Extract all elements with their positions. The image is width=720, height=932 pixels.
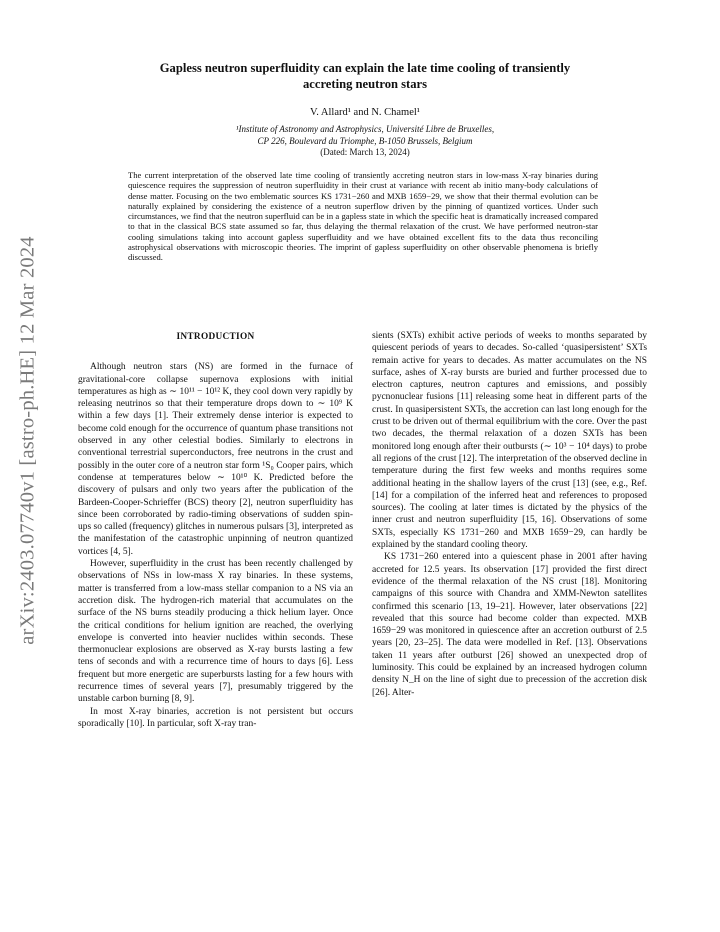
- right-column: [372, 330, 647, 699]
- paragraph: In most X-ray binaries, accretion is not persistent but occurs sporadically [10]. In particular, soft X-ray tran-: [78, 706, 353, 729]
- affiliation-block: [90, 124, 640, 159]
- left-column: [78, 331, 353, 730]
- paragraph: Although neutron stars (NS) are formed in the furnace of gravitational-core collapse supernova explosions with initial temperatures as high as ∼ 10¹¹ − 10¹² K, they cool down very rapidly by releasing neutrinos so that their temperature drops down to ∼ 10⁹ K within a few days [1]. Their extremely dense interior is expected to become cold enough for the occurrence of quantum phase transitions not observed in any other celestial bodies. Similarly to electrons in conventional terrestrial superconductors, free neutrons in the crust and possibly in the outer core of a neutron star form ¹S₀ Cooper pairs, which condense at temperatures below ∼ 10¹⁰ K. Predicted before the discovery of pulsars and only two years after the publication of the Bardeen-Cooper-Schrieffer (BCS) theory [2], neutron superfluidity has since been corroborated by radio-timing observations of sudden spin-ups so called (frequency) glitches in numerous pulsars [3], interpreted as the manifestation of the catastrophic unpinning of neutron quantized vortices [4, 5].: [78, 362, 353, 557]
- paragraph: KS 1731−260 entered into a quiescent phase in 2001 after having accreted for 12.5 years. Its observation [17] provided the first direct evidence of the thermal relaxation of the NS crust [18]. Monitoring campaigns of this source with Chandra and XMM-Newton satellites confirmed this scenario [13, 19–21]. However, later observations [22] revealed that this source had become colder than expected. MXB 1659−29 was monitored in quiescence after an accretion outburst of 2.5 years [20, 23–25]. The data were modelled in Ref. [13]. Observations taken 11 years after outburst [26] showed an unexpected drop of luminosity. This could be explained by an increased hydrogen column density N_H on the line of sight due to precession of the accretion disk [26]. Alter-: [372, 552, 647, 698]
- affiliation-line-2: CP 226, Boulevard du Triomphe, B-1050 Brussels, Belgium: [257, 135, 473, 146]
- abstract: The current interpretation of the observed late time cooling of transiently accreting neutron stars in low-mass X-ray binaries during quiescence requires the suppression of neutron superfluidity in their crust at variance with recent ab initio many-body calculations of dense matter. Focusing on the two emblematic sources KS 1731−260 and MXB 1659−29, we show that their thermal evolution can be naturally explained by considering the existence of a neutron superflow driven by the pinning of quantized vortices. Under such circumstances, we find that the neutron superfluid can be in a gapless state in which the specific heat is dramatically increased compared to that in the classical BCS state assumed so far, thus delaying the thermal relaxation of the crust. We have performed neutron-star cooling simulations taking into account gapless superfluidity and we have obtained excellent fits to the data thus reconciling astrophysical observations with microscopic theories. The imprint of gapless superfluidity on other observable phenomena is briefly discussed.: [128, 170, 598, 262]
- title-line-1: Gapless neutron superfluidity can explain the late time cooling of transiently: [159, 61, 571, 75]
- title-line-2: accreting neutron stars: [302, 77, 428, 91]
- authors: V. Allard¹ and N. Chamel¹: [310, 107, 420, 118]
- arxiv-identifier-stamp: [6, 200, 50, 680]
- paragraph: sients (SXTs) exhibit active periods of weeks to months separated by quiescent periods of years to decades. So-called ‘quasipersistent’ SXTs remain active for years to decades. As matter accumulates on the NS surface, ashes of X-ray bursts are buried and further processed due to electron captures, neutron captures and emissions, and possibly pycnonuclear fusions [11] releasing some heat in different parts of the crust. In quasipersistent SXTs, the accretion can last long enough for the crust to be driven out of thermal equilibrium with the core. Over the past two decades, the thermal relaxation of a dozen SXTs has been monitored long enough after their outbursts (∼ 10³ − 10⁴ days) to probe all regions of the crust [12]. The interpretation of the observed decline in temperature during the first few weeks and months requires some additional heating in the shallow layers of the crust [13] (see, e.g., Ref. [14] for a compilation of the inferred heat and references to proposed sources). The cooling at later times is dictated by the physics of the inner crust and neutron superfluidity [15, 16]. Observations of some SXTs, especially KS 1731−260 and MXB 1659−29, can hardly be explained by the standard cooling theory.: [372, 331, 647, 551]
- arxiv-stamp-text: arXiv:2403.07740v1 [astro-ph.HE] 12 Mar 2024: [16, 235, 39, 645]
- paragraph: However, superfluidity in the crust has been recently challenged by observations of NSs in low-mass X ray binaries. In these systems, matter is transferred from a low-mass stellar companion to a NS via an accretion disk. The hydrogen-rich material that accumulates on the surface of the NS burns steadily producing a thick helium layer. Once the critical conditions for helium ignition are reached, the overlying envelope is converted into heavier nuclides within seconds. These thermonuclear explosions are observed as X-ray bursts lasting a few tens of seconds and with a recurrence time of hours to days [6]. Less frequent but more energetic are superbursts lasting for a few hours with recurrence times of several years [7], presumably triggered by the unstable carbon burning [8, 9].: [78, 559, 353, 705]
- dated-line: (Dated: March 13, 2024): [320, 147, 410, 157]
- affiliation-line-1: ¹Institute of Astronomy and Astrophysics, Université Libre de Bruxelles,: [235, 124, 495, 134]
- section-heading-introduction: INTRODUCTION: [176, 332, 255, 342]
- paper-title: [90, 60, 640, 92]
